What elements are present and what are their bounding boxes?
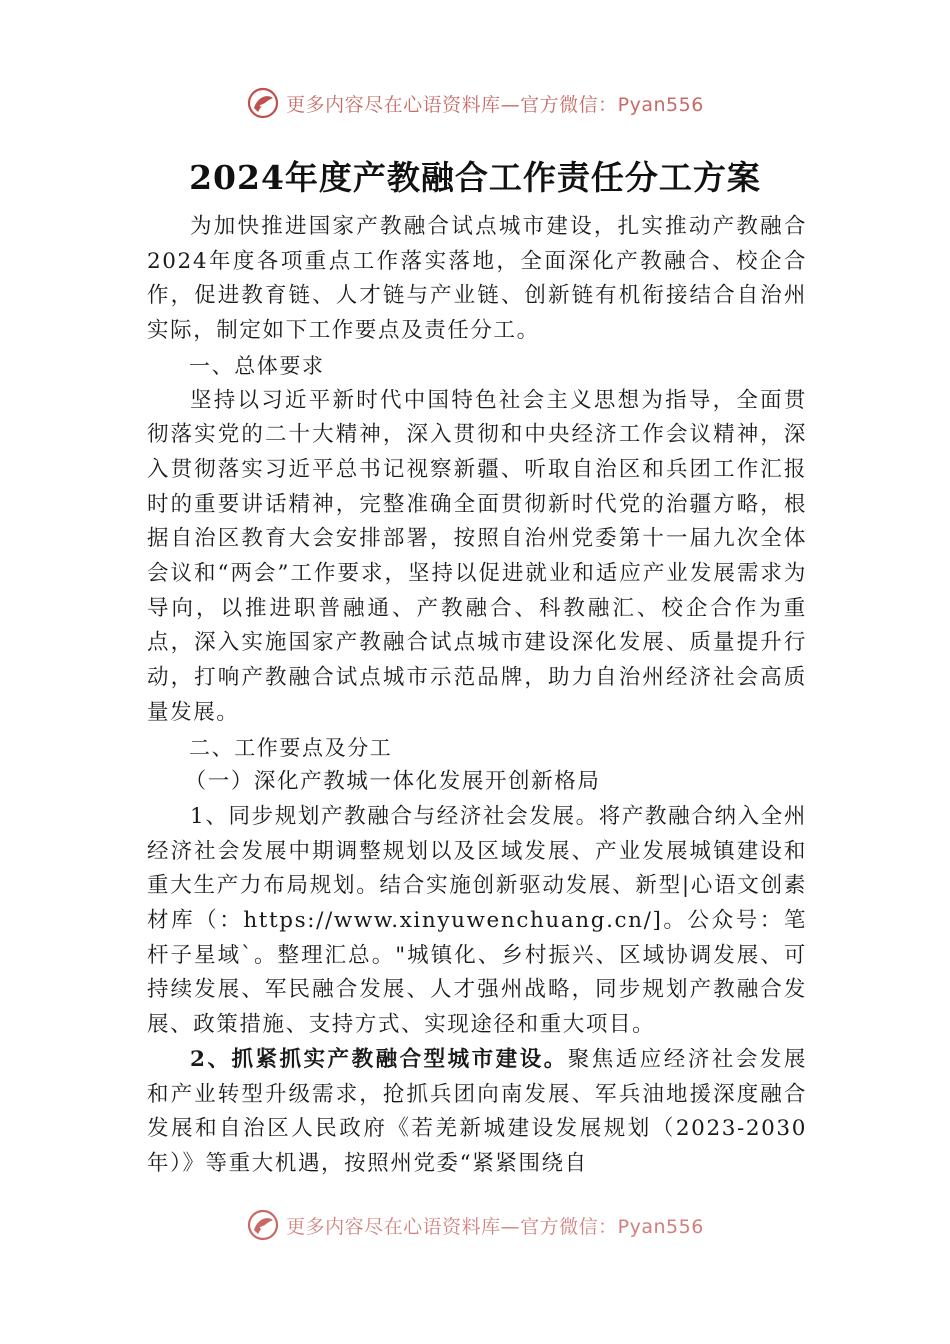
item-2-lead: 2、抓紧抓实产教融合型城市建设。 [190, 1046, 568, 1072]
watermark-footer [0, 1208, 950, 1242]
watermark-text: 更多内容尽在心语资料库—官方微信：Pyan556 [286, 1215, 704, 1238]
item-2-paragraph [147, 1043, 807, 1182]
section-heading-work-points: 二、工作要点及分工 [189, 735, 393, 760]
watermark-text: 更多内容尽在心语资料库—官方微信：Pyan556 [286, 93, 704, 116]
general-requirements-paragraph: 坚持以习近平新时代中国特色社会主义思想为指导，全面贯彻落实党的二十大精神，深入贯彻和中央经济工作会议精神，深入贯彻落实习近平总书记视察新疆、听取自治区和兵团工作汇报时的重要讲话精神，完整准确全面贯彻新时代党的治疆方略，根据自治区教育大会安排部署，按照自治州党委第十一届九次全体会议和“两会”工作要求，坚持以促进就业和适应产业发展需求为导向，以推进职普融通、产教融合、科教融汇、校企合作为重点，深入实施国家产教融合试点城市建设深化发展、质量提升行动，打响产教融合试点城市示范品牌，助力自治州经济社会高质量发展。 [147, 387, 807, 725]
circular-seal-logo-icon [246, 86, 280, 120]
document-title: 2024年度产教融合工作责任分工方案 [189, 158, 761, 197]
subsection-heading-1: （一）深化产教城一体化发展开创新格局 [184, 769, 601, 795]
section-heading-general-requirements: 一、总体要求 [189, 353, 325, 378]
watermark-header [0, 86, 950, 120]
item-1-paragraph: 1、同步规划产教融合与经济社会发展。将产教融合纳入全州经济社会发展中期调整规划以及区域发展、产业发展城镇建设和重大生产力布局规划。结合实施创新驱动发展、新型|心语文创素材库（：https://www.xinyuwenchuang.cn/]。公众号：笔杆子星域`。整理汇总。"城镇化、乡村振兴、区域协调发展、可持续发展、军民融合发展、人才强州战略，同步规划产教融合发展、政策措施、支持方式、实现途径和重大项目。 [147, 803, 807, 1038]
circular-seal-logo-icon [246, 1208, 280, 1242]
document-body [147, 210, 807, 1182]
item-2-text: 聚焦适应经济社会发展和产业转型升级需求，抢抓兵团向南发展、军兵油地援深度融合发展和自治区人民政府《若羌新城建设发展规划（2023-2030年）》等重大机遇，按照州党委“紧紧围绕自 [147, 1046, 807, 1176]
intro-paragraph: 为加快推进国家产教融合试点城市建设，扎实推动产教融合2024年度各项重点工作落实落地，全面深化产教融合、校企合作，促进教育链、人才链与产业链、创新链有机衔接结合自治州实际，制定如下工作要点及责任分工。 [147, 214, 807, 344]
